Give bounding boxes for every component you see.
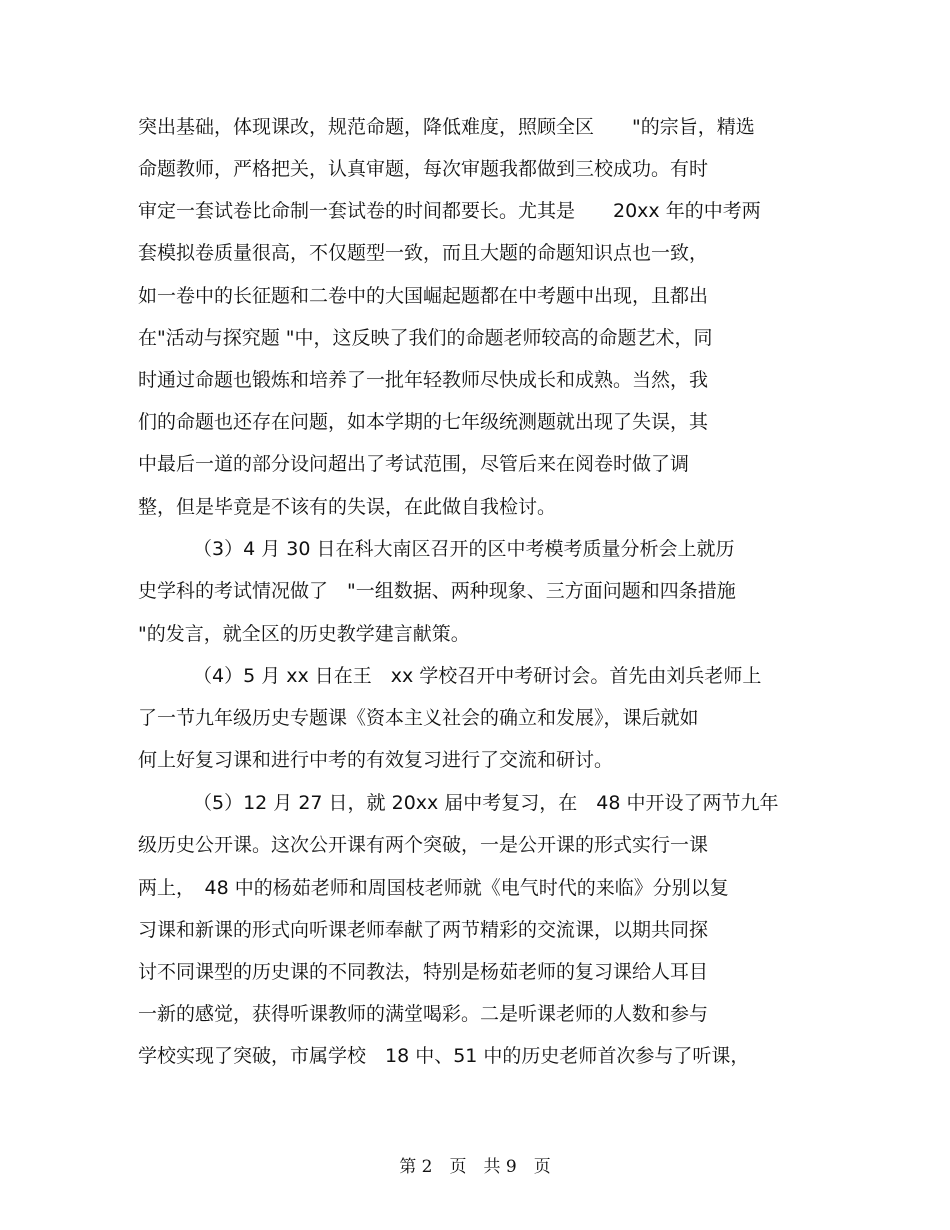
text-line: 突出基础，体现课改，规范命题，降低难度，照顾全区 "的宗旨，精选 bbox=[138, 116, 755, 138]
text-line: 学校实现了突破，市属学校 18 中、51 中的历史老师首次参与了听课， bbox=[138, 1045, 750, 1067]
text-line: 们的命题也还存在问题，如本学期的七年级统测题就出现了失误，其 bbox=[138, 411, 709, 433]
text-line: 史学科的考试情况做了 "一组数据、两种现象、三方面问题和四条措施 bbox=[138, 580, 736, 602]
text-line: 审定一套试卷比命制一套试卷的时间都要长。尤其是 20xx 年的中考两 bbox=[138, 200, 761, 222]
text-line: 如一卷中的长征题和二卷中的大国崛起题都在中考题中出现，且都出 bbox=[138, 285, 709, 307]
paragraph-start-line: （3）4 月 30 日在科大南区召开的区中考模考质量分析会上就历 bbox=[193, 538, 735, 560]
paragraph-start-line: （4）5 月 xx 日在王 xx 学校召开中考研讨会。首先由刘兵老师上 bbox=[193, 665, 762, 687]
text-line: 一新的感觉，获得听课教师的满堂喝彩。二是听课老师的人数和参与 bbox=[138, 1003, 709, 1025]
paragraph-start-line: （5）12 月 27 日，就 20xx 届中考复习，在 48 中开设了两节九年 bbox=[193, 792, 779, 814]
text-line: 整，但是毕竟是不该有的失误，在此做自我检讨。 bbox=[138, 496, 557, 518]
text-line: 命题教师，严格把关，认真审题，每次审题我都做到三校成功。有时 bbox=[138, 158, 709, 180]
text-line: 何上好复习课和进行中考的有效复习进行了交流和研讨。 bbox=[138, 749, 614, 771]
text-line: 时通过命题也锻炼和培养了一批年轻教师尽快成长和成熟。当然，我 bbox=[138, 369, 709, 391]
text-line: 在"活动与探究题 "中，这反映了我们的命题老师较高的命题艺术，同 bbox=[138, 327, 713, 349]
text-line: 讨不同课型的历史课的不同教法，特别是杨茹老师的复习课给人耳目 bbox=[138, 961, 709, 983]
text-line: 级历史公开课。这次公开课有两个突破，一是公开课的形式实行一课 bbox=[138, 834, 709, 856]
text-line: 两上， 48 中的杨茹老师和周国枝老师就《电气时代的来临》分别以复 bbox=[138, 877, 729, 899]
text-line: 了一节九年级历史专题课《资本主义社会的确立和发展》，课后就如 bbox=[138, 707, 699, 729]
text-line: 套模拟卷质量很高，不仅题型一致，而且大题的命题知识点也一致， bbox=[138, 242, 709, 264]
text-line: 习课和新课的形式向听课老师奉献了两节精彩的交流课，以期共同探 bbox=[138, 919, 709, 941]
text-line: "的发言，就全区的历史教学建言献策。 bbox=[138, 623, 470, 645]
page-footer: 第 2 页 共 9 页 bbox=[399, 1157, 551, 1177]
text-line: 中最后一道的部分设问超出了考试范围，尽管后来在阅卷时做了调 bbox=[138, 453, 690, 475]
